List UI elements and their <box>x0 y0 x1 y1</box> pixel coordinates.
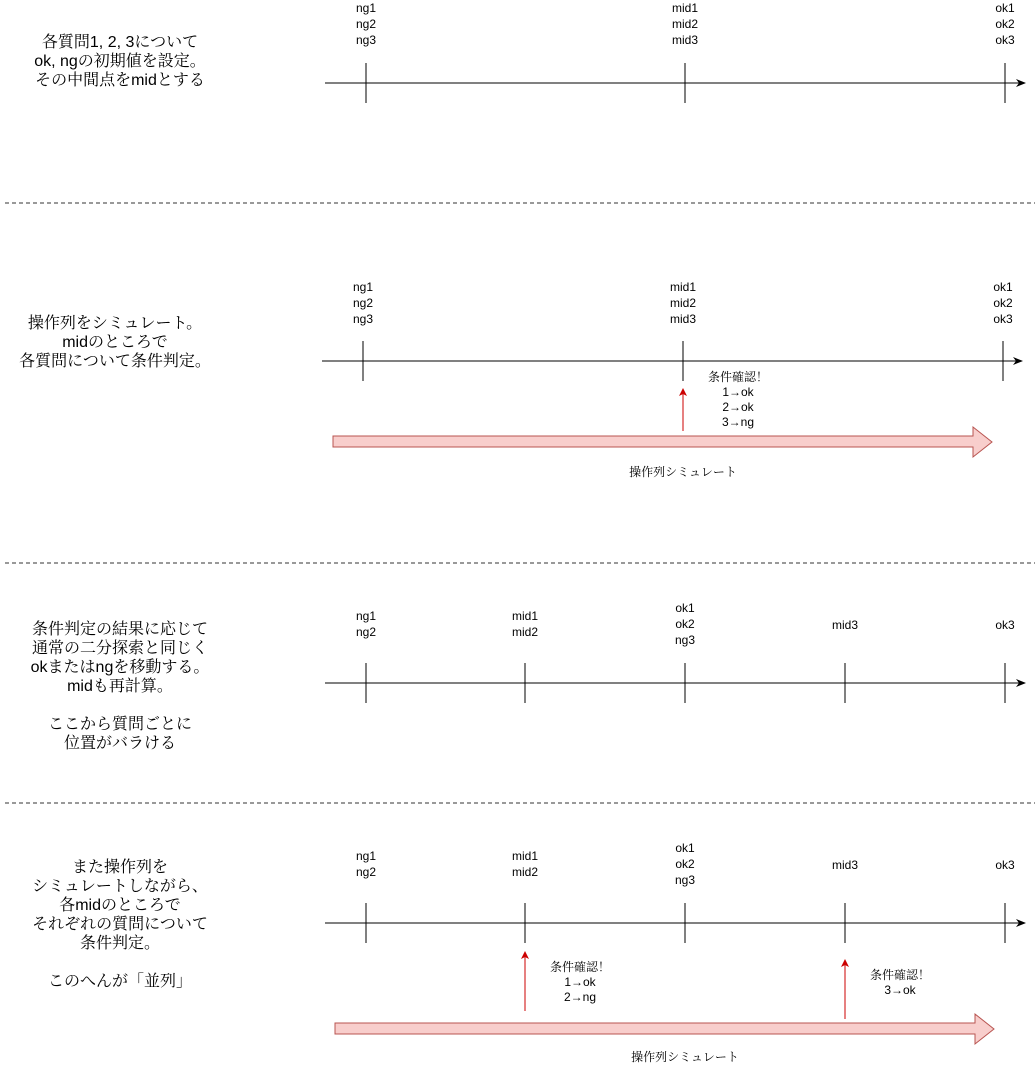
panel-2-axis <box>322 341 1022 381</box>
marker-label: mid1 mid2 mid3 <box>669 280 696 326</box>
simulate-arrow <box>335 1014 994 1044</box>
panel-4-description: また操作列を シミュレートしながら、 各midのところで それぞれの質問について 条件判定。 このへんが「並列」 <box>32 859 208 990</box>
marker-label: mid1 mid2 <box>511 609 538 639</box>
marker-label: ok1 ok2 ok3 <box>993 280 1013 326</box>
panel-4-axis <box>325 903 1025 943</box>
marker-label: mid3 <box>831 618 858 632</box>
check-note: 条件確認！ 1→ok 2→ok 3→ng <box>707 370 768 429</box>
simulate-caption: 操作列シミュレート <box>629 465 737 479</box>
panel-1-axis <box>325 63 1025 103</box>
panel-3-axis <box>325 663 1025 703</box>
check-note: 条件確認！ 3→ok <box>869 968 930 997</box>
panel-2-description: 操作列をシミュレート。 midのところで 各質問について条件判定。 <box>19 315 211 370</box>
marker-label: ng1 ng2 ng3 <box>355 1 377 47</box>
marker-label: ng1 ng2 ng3 <box>352 280 374 326</box>
marker-label: ok3 <box>995 618 1015 632</box>
marker-label: ok1 ok2 ng3 <box>674 841 696 887</box>
check-note: 条件確認！ 1→ok 2→ng <box>549 960 610 1004</box>
marker-label: mid1 mid2 <box>511 849 538 879</box>
simulate-caption: 操作列シミュレート <box>631 1050 739 1064</box>
marker-label: ok1 ok2 ok3 <box>995 1 1015 47</box>
marker-label: ng1 ng2 <box>355 849 377 879</box>
marker-label: mid1 mid2 mid3 <box>671 1 698 47</box>
panel-3-description: 条件判定の結果に応じて 通常の二分探索と同じく okまたはngを移動する。 midも再計算。 ここから質問ごとに 位置がバラける <box>30 621 210 752</box>
panel-1-description: 各質問1, 2, 3について ok, ngの初期値を設定。 その中間点をmidとする <box>34 34 206 89</box>
marker-label: ok1 ok2 ng3 <box>674 601 696 647</box>
marker-label: ng1 ng2 <box>355 609 377 639</box>
marker-label: ok3 <box>995 858 1015 872</box>
marker-label: mid3 <box>831 858 858 872</box>
simulate-arrow <box>333 427 992 457</box>
